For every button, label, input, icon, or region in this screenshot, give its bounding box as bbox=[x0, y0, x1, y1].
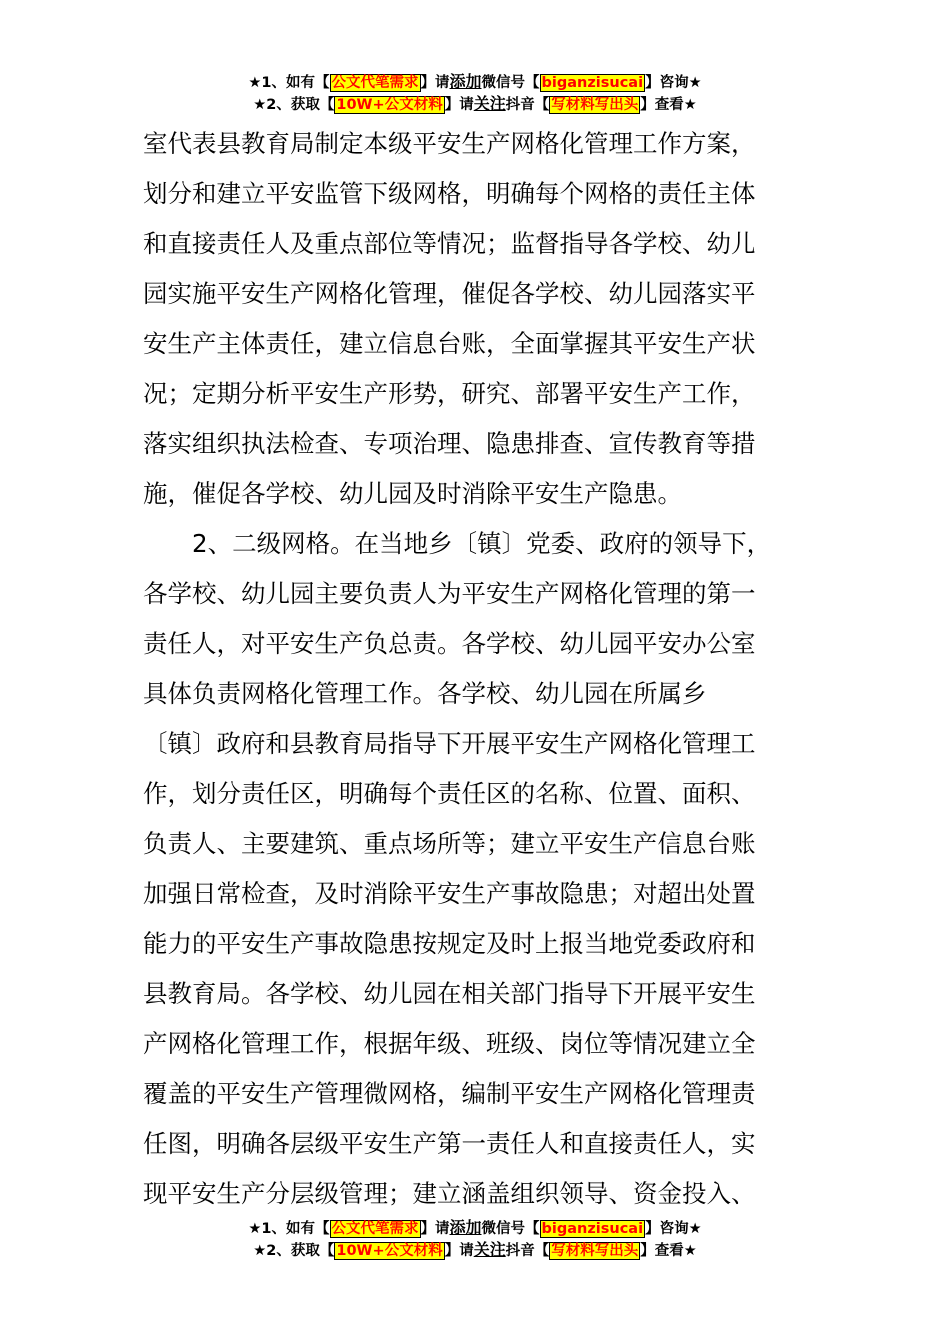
body-line: 覆盖的平安生产管理微网格，编制平安生产网格化管理责 bbox=[143, 1079, 756, 1108]
banner-text: 微信号【 bbox=[481, 1221, 540, 1237]
banner-text: 】查看★ bbox=[640, 1243, 697, 1259]
highlight-douyin-id: 写材料写出头 bbox=[551, 1243, 639, 1259]
banner-text: 抖音【 bbox=[505, 97, 550, 113]
banner-text: ★1、如有【 bbox=[248, 1221, 330, 1237]
body-line: 负责人、主要建筑、重点场所等；建立平安生产信息台账 bbox=[143, 829, 756, 858]
body-line: 加强日常检查，及时消除平安生产事故隐患；对超出处置 bbox=[143, 879, 756, 908]
banner-emphasis: 关注 bbox=[473, 94, 506, 113]
banner-text: ★1、如有【 bbox=[248, 75, 330, 91]
banner-line-2 bbox=[0, 1239, 950, 1261]
body-line: 况；定期分析平安生产形势，研究、部署平安生产工作， bbox=[143, 379, 756, 408]
header-banner bbox=[0, 71, 950, 115]
banner-text: 】查看★ bbox=[640, 97, 697, 113]
body-line: 具体负责网格化管理工作。各学校、幼儿园在所属乡 bbox=[143, 679, 707, 708]
banner-text: 微信号【 bbox=[481, 75, 540, 91]
body-line: 现平安生产分层级管理；建立涵盖组织领导、资金投入、 bbox=[143, 1179, 756, 1208]
banner-text: 】咨询★ bbox=[645, 1221, 702, 1237]
body-line: 产网格化管理工作，根据年级、班级、岗位等情况建立全 bbox=[143, 1029, 756, 1058]
body-line: 室代表县教育局制定本级平安生产网格化管理工作方案， bbox=[143, 129, 756, 158]
banner-text: 】请 bbox=[444, 1243, 474, 1259]
document-body bbox=[143, 119, 809, 1219]
body-line: 划分和建立平安监管下级网格，明确每个网格的责任主体 bbox=[143, 179, 756, 208]
body-line: 县教育局。各学校、幼儿园在相关部门指导下开展平安生 bbox=[143, 979, 756, 1008]
highlight-douyin-id: 写材料写出头 bbox=[551, 97, 639, 113]
body-line: 任图，明确各层级平安生产第一责任人和直接责任人，实 bbox=[143, 1129, 756, 1158]
body-line: 作，划分责任区，明确每个责任区的名称、位置、面积、 bbox=[143, 779, 756, 808]
banner-emphasis: 添加 bbox=[449, 72, 482, 91]
body-line: 各学校、幼儿园主要负责人为平安生产网格化管理的第一 bbox=[143, 579, 756, 608]
highlight-wechat-id: biganzisucai bbox=[541, 1221, 644, 1237]
body-line: 施，催促各学校、幼儿园及时消除平安生产隐患。 bbox=[143, 479, 682, 508]
body-line: 安生产主体责任，建立信息台账，全面掌握其平安生产状 bbox=[143, 329, 756, 358]
banner-text: 】请 bbox=[420, 1221, 450, 1237]
banner-text: ★2、获取【 bbox=[253, 1243, 335, 1259]
banner-text: 】请 bbox=[444, 97, 474, 113]
banner-text: 】请 bbox=[420, 75, 450, 91]
banner-line-1 bbox=[0, 1217, 950, 1239]
body-line: 能力的平安生产事故隐患按规定及时上报当地党委政府和 bbox=[143, 929, 756, 958]
highlight-service: 公文代笔需求 bbox=[331, 75, 419, 91]
paragraph-start-line: 2、二级网格。在当地乡〔镇〕党委、政府的领导下， bbox=[192, 529, 772, 558]
banner-line-1 bbox=[0, 71, 950, 93]
banner-emphasis: 关注 bbox=[473, 1240, 506, 1259]
body-line: 园实施平安生产网格化管理，催促各学校、幼儿园落实平 bbox=[143, 279, 756, 308]
highlight-materials: 10W+公文材料 bbox=[336, 1243, 443, 1259]
banner-text: ★2、获取【 bbox=[253, 97, 335, 113]
banner-emphasis: 添加 bbox=[449, 1218, 482, 1237]
banner-text: 抖音【 bbox=[505, 1243, 550, 1259]
highlight-wechat-id: biganzisucai bbox=[541, 75, 644, 91]
banner-line-2 bbox=[0, 93, 950, 115]
highlight-materials: 10W+公文材料 bbox=[336, 97, 443, 113]
footer-banner bbox=[0, 1217, 950, 1261]
body-line: 责任人，对平安生产负总责。各学校、幼儿园平安办公室 bbox=[143, 629, 756, 658]
highlight-service: 公文代笔需求 bbox=[331, 1221, 419, 1237]
banner-text: 】咨询★ bbox=[645, 75, 702, 91]
body-line: 落实组织执法检查、专项治理、隐患排查、宣传教育等措 bbox=[143, 429, 756, 458]
body-line: 和直接责任人及重点部位等情况；监督指导各学校、幼儿 bbox=[143, 229, 756, 258]
body-line: 〔镇〕政府和县教育局指导下开展平安生产网格化管理工 bbox=[143, 729, 756, 758]
